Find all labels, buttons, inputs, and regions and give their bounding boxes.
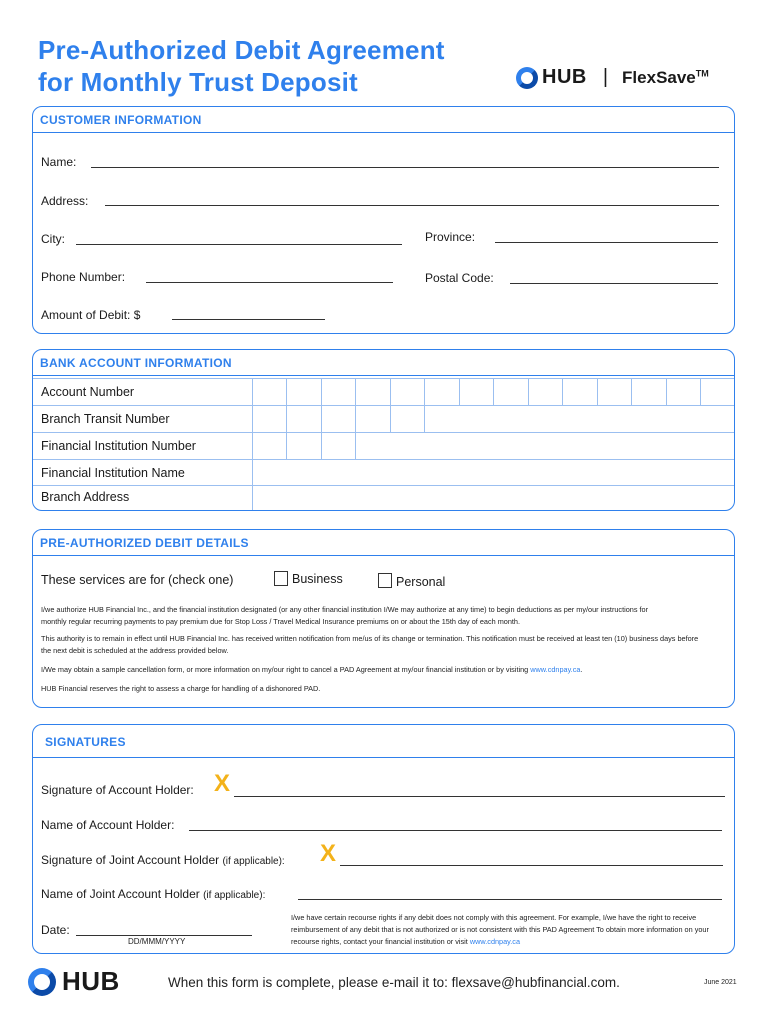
postal-code-field[interactable] — [510, 283, 718, 284]
address-field[interactable] — [105, 205, 719, 206]
bank-row-institution-number — [33, 432, 734, 459]
amount-of-debit-field[interactable] — [172, 319, 325, 320]
bank-account-heading: BANK ACCOUNT INFORMATION — [40, 356, 232, 370]
date-label: Date: — [41, 923, 70, 937]
province-label: Province: — [425, 230, 476, 244]
signatures-heading: SIGNATURES — [45, 735, 126, 749]
account-number-label: Account Number — [41, 385, 135, 399]
bank-account-header — [33, 350, 734, 376]
institution-number-input[interactable] — [253, 433, 355, 459]
pad-details-header — [33, 530, 734, 556]
recourse-rights-paragraph — [291, 912, 719, 948]
hub-logo-icon — [516, 67, 538, 89]
postal-code-label: Postal Code: — [425, 271, 494, 285]
account-holder-name-label: Name of Account Holder: — [41, 818, 175, 832]
hub-logo-icon — [28, 968, 56, 996]
joint-name-label — [41, 887, 265, 901]
title-line-2: for Monthly Trust Deposit — [38, 67, 358, 97]
digit-divider — [355, 432, 356, 459]
phone-number-label: Phone Number: — [41, 270, 126, 284]
account-holder-signature-field[interactable] — [234, 796, 725, 797]
page-title — [38, 34, 445, 98]
authorization-paragraph: I/we authorize HUB Financial Inc., and the financial institution designated (or any other financial institution I/We may authorize at any time) to begin deductions as per my/our instructions for monthly regular recurring payments to pay premium due for Stop Loss / Travel Medical Insurance premiums on or about the 15th day of each month. — [41, 605, 649, 626]
brand-header — [516, 66, 709, 89]
joint-signature-suffix: (if applicable): — [222, 856, 285, 867]
amount-of-debit-label: Amount of Debit: $ — [41, 308, 141, 322]
flexsave-text: FlexSave — [622, 67, 696, 87]
signature-x-mark: X — [214, 770, 231, 797]
business-label: Business — [292, 571, 343, 586]
business-option[interactable] — [274, 571, 343, 586]
services-label: These services are for (check one) — [41, 573, 234, 587]
branch-address-label: Branch Address — [41, 490, 130, 504]
signatures-header — [33, 725, 734, 758]
title-line-1: Pre-Authorized Debit Agreement — [38, 35, 445, 65]
name-label: Name: — [41, 155, 77, 169]
branch-transit-label: Branch Transit Number — [41, 412, 170, 426]
dishonored-pad-paragraph: HUB Financial reserves the right to assess a charge for handling of a dishonored PAD. — [41, 684, 321, 693]
address-label: Address: — [41, 194, 89, 208]
joint-signature-label — [41, 853, 285, 867]
hub-wordmark: HUB — [542, 66, 587, 88]
account-holder-name-field[interactable] — [189, 830, 722, 831]
city-field[interactable] — [76, 244, 402, 245]
institution-name-input[interactable] — [253, 460, 733, 485]
form-date: June 2021 — [704, 979, 737, 986]
province-field[interactable] — [495, 242, 718, 243]
personal-option[interactable] — [378, 572, 445, 589]
joint-signature-x-mark: X — [320, 840, 337, 867]
hub-wordmark: HUB — [62, 966, 120, 996]
digit-divider — [424, 405, 425, 432]
cdnpay-link[interactable]: www.cdnpay.ca — [530, 665, 581, 674]
recourse-cdnpay-link[interactable]: www.cdnpay.ca — [469, 937, 521, 946]
cancellation-text: I/We may obtain a sample cancellation form, or more information on my/our right to cancel a PAD Agreement at my/our financial institution or by visiting — [41, 665, 529, 674]
email-instruction: When this form is complete, please e-mail it to: flexsave@hubfinancial.com. — [168, 975, 620, 990]
brand-separator: | — [602, 66, 609, 88]
customer-information-heading: CUSTOMER INFORMATION — [40, 113, 202, 127]
personal-label: Personal — [396, 575, 446, 589]
flexsave-wordmark — [622, 68, 709, 88]
joint-name-label-text: Name of Joint Account Holder — [41, 887, 200, 901]
account-number-input[interactable] — [253, 379, 733, 405]
date-field[interactable] — [76, 935, 252, 936]
customer-information-panel — [32, 106, 735, 334]
brand-footer — [28, 966, 120, 997]
institution-number-label: Financial Institution Number — [41, 439, 196, 453]
joint-signature-label-text: Signature of Joint Account Holder — [41, 853, 220, 867]
cancellation-paragraph — [41, 664, 721, 676]
branch-address-input[interactable] — [253, 486, 733, 510]
authority-duration-paragraph: This authority is to remain in effect until HUB Financial Inc. has received written notification from me/us of its change or termination. This notification must be received at least ten (10) business days before the next debit is scheduled at the address provided below. — [41, 634, 699, 655]
date-format-hint: DD/MMM/YYYY — [128, 937, 186, 946]
branch-transit-input[interactable] — [253, 406, 424, 432]
customer-information-header — [33, 107, 734, 133]
account-holder-signature-label: Signature of Account Holder: — [41, 783, 194, 797]
pad-details-heading: PRE-AUTHORIZED DEBIT DETAILS — [40, 536, 249, 550]
business-checkbox[interactable] — [274, 571, 288, 586]
joint-name-suffix: (if applicable): — [203, 890, 266, 901]
phone-number-field[interactable] — [146, 282, 393, 283]
trademark-symbol: TM — [695, 67, 709, 78]
joint-signature-field[interactable] — [340, 865, 723, 866]
cancellation-period: . — [580, 665, 583, 674]
recourse-text: I/we have certain recourse rights if any debit does not comply with this agreement. For example, I/we have the right to receive reimbursement of any debit that is not authorized or is not consistent with this PAD Agreement To obtain more information on your recourse rights, contact your financial institution or visit — [291, 913, 709, 946]
personal-checkbox[interactable] — [378, 573, 392, 588]
city-label: City: — [41, 232, 65, 246]
joint-name-field[interactable] — [298, 899, 722, 900]
institution-name-label: Financial Institution Name — [41, 466, 185, 480]
name-field[interactable] — [91, 167, 719, 168]
